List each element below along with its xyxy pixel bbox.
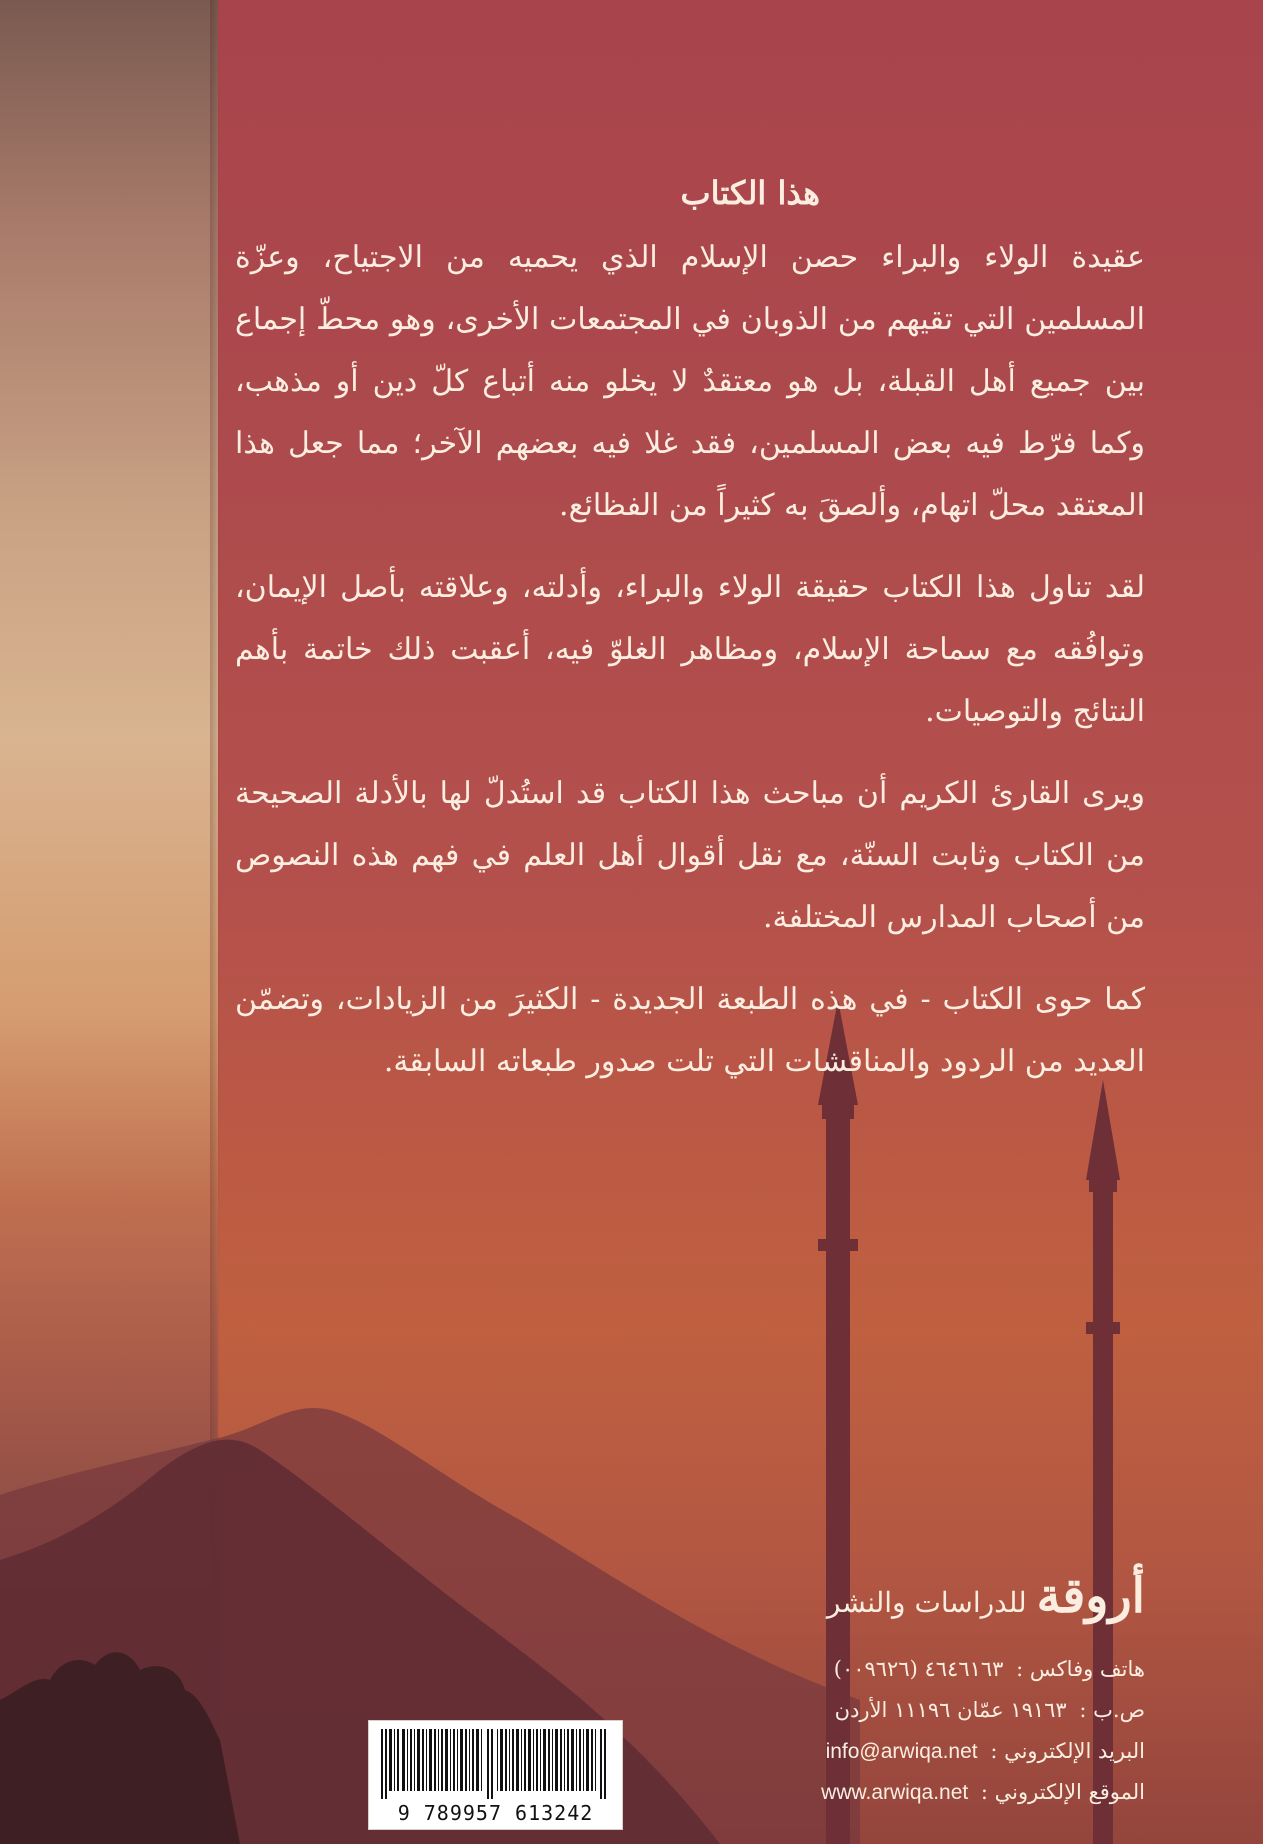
barcode-bars-icon xyxy=(381,1729,612,1799)
section-heading: هذا الكتاب xyxy=(680,174,820,212)
publisher-block xyxy=(725,1568,1145,1813)
publisher-tagline: للدراسات والنشر xyxy=(826,1586,1027,1619)
website-line xyxy=(725,1772,1145,1813)
publisher-name: أروقة xyxy=(1036,1568,1145,1624)
email-label: البريد الإلكتروني : xyxy=(990,1739,1145,1763)
description-paragraph-3: ويرى القارئ الكريم أن مباحث هذا الكتاب قد استُدلّ لها بالأدلة الصحيحة من الكتاب وثابت السنّة، مع نقل أقوال أهل العلم في فهم هذه النصوص من أصحاب المدارس المختلفة. xyxy=(235,776,1145,935)
pobox-value: ١٩١٦٣ عمّان ١١١٩٦ الأردن xyxy=(834,1698,1067,1722)
description-paragraph-2: لقد تناول هذا الكتاب حقيقة الولاء والبراء، وأدلته، وعلاقته بأصل الإيمان، وتوافُقه مع سماحة الإسلام، ومظاهر الغلوّ فيه، أعقبت ذلك خاتمة بأهم النتائج والتوصيات. xyxy=(235,570,1145,729)
description-paragraph-4: كما حوى الكتاب - في هذه الطبعة الجديدة - الكثيرَ من الزيادات، وتضمّن العديد من الردود والمناقشات التي تلت صدور طبعاته السابقة. xyxy=(235,982,1145,1079)
isbn-barcode xyxy=(368,1720,623,1830)
email-line xyxy=(725,1731,1145,1772)
pobox-line xyxy=(725,1690,1145,1731)
phone-label: هاتف وفاكس : xyxy=(1016,1657,1145,1681)
phone-value: ٤٦٤٦١٦٣ (٠٠٩٦٢٦) xyxy=(833,1657,1004,1681)
back-cover-description xyxy=(235,165,1145,1113)
website-value: www.arwiqa.net xyxy=(821,1781,969,1804)
website-label: الموقع الإلكتروني : xyxy=(980,1780,1145,1804)
publisher-logo xyxy=(725,1568,1145,1631)
isbn-number: 9 789957 613242 xyxy=(397,1801,594,1825)
pobox-label: ص.ب : xyxy=(1079,1698,1145,1722)
description-paragraph-1: عقيدة الولاء والبراء حصن الإسلام الذي يحميه من الاجتياح، وعزّة المسلمين التي تقيهم من الذوبان في المجتمعات الأخرى، وهو محطّ إجماع بين جميع أهل القبلة، بل هو معتقدٌ لا يخلو منه أتباع كلّ دين أو مذهب، وكما فرّط فيه بعض المسلمين، فقد غلا فيه بعضهم الآخر؛ مما جعل هذا المعتقد محلّ اتهام، وألصقَ به كثيراً من الفظائع. xyxy=(235,240,1145,523)
email-value: info@arwiqa.net xyxy=(825,1740,978,1763)
phone-line xyxy=(725,1649,1145,1690)
